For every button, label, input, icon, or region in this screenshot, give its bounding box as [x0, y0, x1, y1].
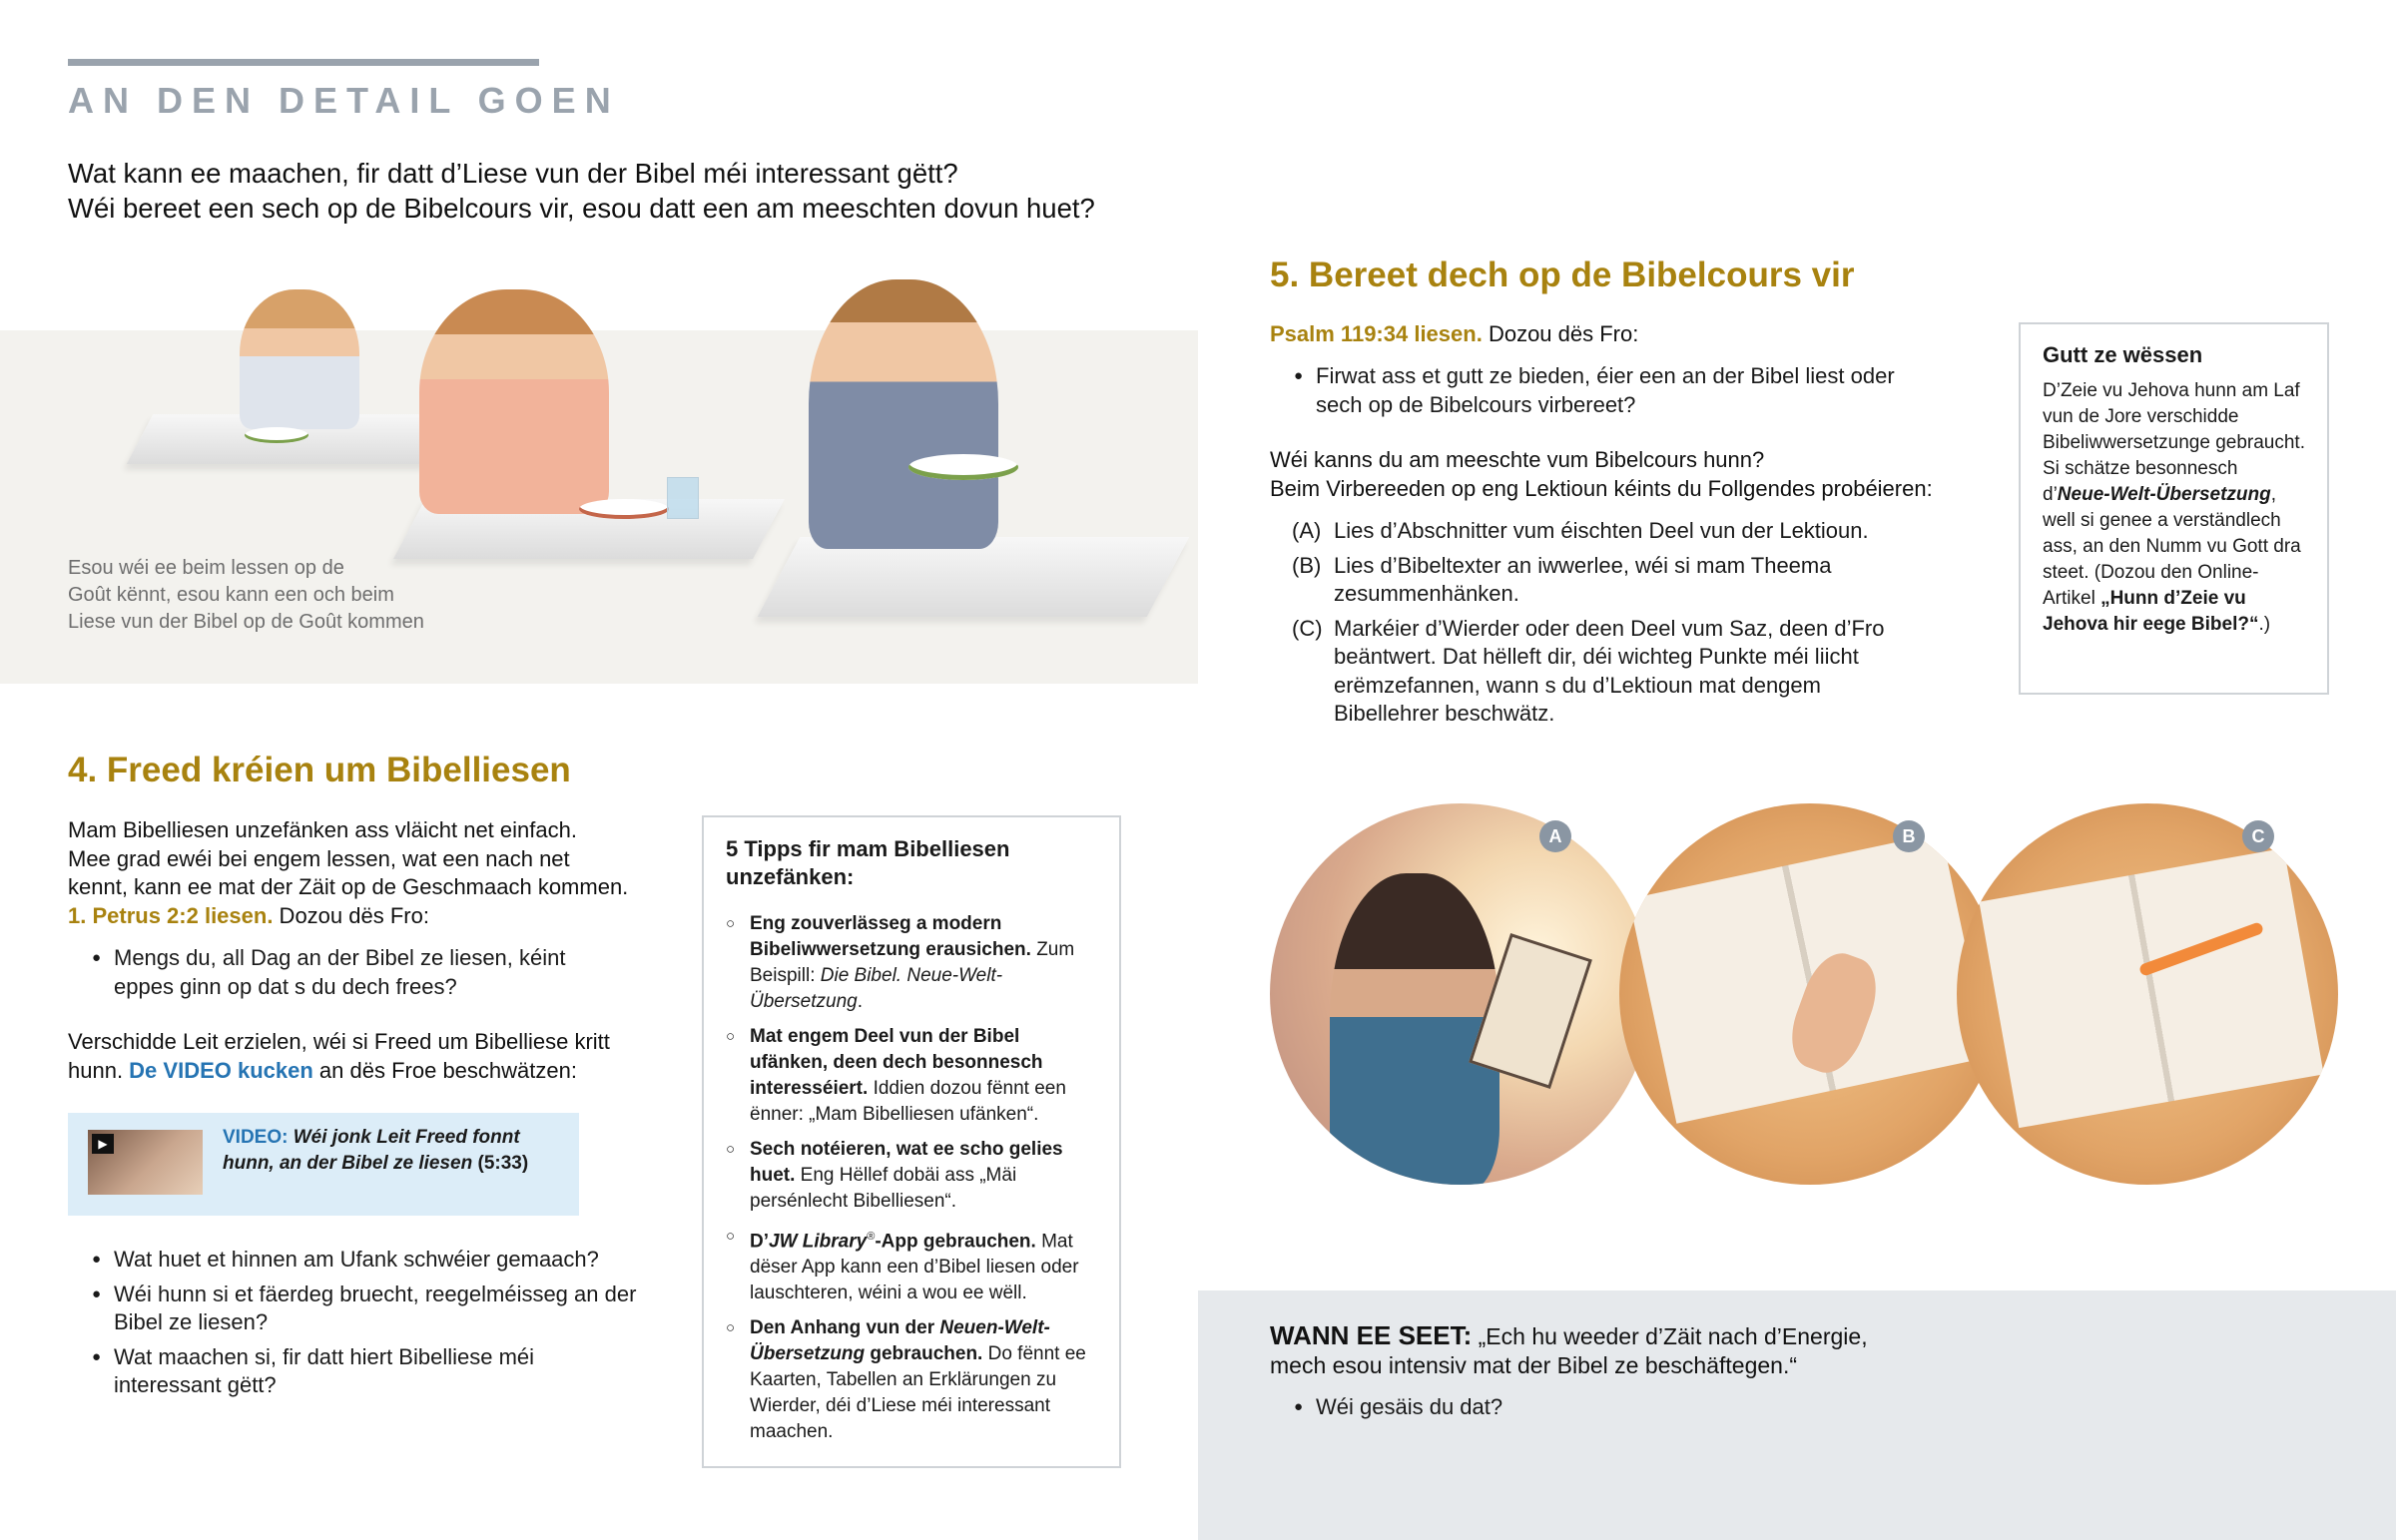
objection-question — [1270, 1393, 1909, 1428]
plate-3 — [908, 454, 1018, 480]
scripture-reference-link[interactable]: Psalm 119:34 liesen. — [1270, 321, 1483, 346]
body-line: Wéi kanns du am meeschte vum Bibelcours hunn? — [1270, 447, 1765, 472]
step-text: Lies d’Bibeltexter an iwwerlee, wéi si mam Theema zesummenhänken. — [1334, 552, 1832, 606]
tip-heading: Sech notéieren, wat ee scho gelies huet. — [750, 1139, 1063, 1186]
info-sidebar-box — [2019, 322, 2329, 695]
section-4-question — [68, 944, 607, 1007]
quote-text: „Ech hu weeder d’Zäit nach d’Energie, — [1472, 1323, 1868, 1349]
body-line: Beim Virbereeden op eng Lektioun kéints du Follgendes probéieren: — [1270, 475, 1933, 501]
info-title: Gutt ze wëssen — [2043, 342, 2203, 367]
app-name: JW Library — [769, 1231, 868, 1253]
question-item: ● Wéi hunn si et fäerdeg bruecht, reegelméisseg an der Bibel ze liesen? — [68, 1281, 647, 1337]
video-duration: (5:33) — [472, 1153, 529, 1174]
text-fragment: .) — [2258, 614, 2271, 635]
illustration-b-reading-book — [1619, 803, 2001, 1185]
illustration-a-girl-reading — [1270, 803, 1651, 1185]
caption-line: Liese vun der Bibel op de Goût kommen — [68, 611, 424, 633]
section-5-question — [1270, 362, 1909, 425]
step-item — [1270, 552, 1929, 609]
video-card[interactable] — [68, 1113, 579, 1216]
section-4-video-intro — [68, 1028, 667, 1085]
section-label: AN DEN DETAIL GOEN — [68, 80, 620, 121]
registered-mark: ® — [867, 1231, 876, 1243]
video-link[interactable]: De VIDEO kucken — [129, 1057, 313, 1083]
video-thumbnail[interactable] — [88, 1130, 203, 1195]
text-fragment: hunn. — [68, 1057, 130, 1083]
question-item: ● Wat huet et hinnen am Ufank schwéier gemaach? — [68, 1246, 647, 1275]
illustration-c-highlighting — [1957, 803, 2338, 1185]
caption-line: Goût kënnt, esou kann een och beim — [68, 584, 394, 606]
scripture-reference-link[interactable]: 1. Petrus 2:2 liesen. — [68, 902, 274, 928]
tip-heading: gebrauchen. — [865, 1343, 983, 1365]
badge-b: B — [1893, 820, 1925, 852]
badge-a: A — [1539, 820, 1571, 852]
question-item: ● Wat maachen si, fir datt hiert Bibelliese méi interessant gëtt? — [68, 1343, 647, 1400]
plate-2 — [579, 499, 669, 519]
tips-title: 5 Tipps fir mam Bibelliesen unzefänken: — [726, 836, 1010, 889]
water-glass — [667, 477, 699, 519]
step-text: Markéier d’Wierder oder deen Deel vum Saz, deen d’Fro beäntwert. Dat hëlleft dir, déi wichteg Punkte méi liicht erëmzefannen, wann s du d’Lektioun mat dengem Bibellehrer beschwätz. — [1334, 615, 1885, 726]
step-text: Lies d’Abschnitter vum éischten Deel vun der Lektioun. — [1334, 518, 1869, 543]
tips-box — [702, 815, 1121, 1468]
tip-text: Do fënnt ee Kaarten, Tabellen an Erklärungen zu Wierder, déi d’Liese méi interessant maachen. — [750, 1343, 1086, 1443]
video-label: VIDEO: — [223, 1127, 289, 1148]
body-line: Mee grad ewéi bei engem lessen, wat een nach net — [68, 845, 570, 871]
table-3 — [758, 537, 1190, 617]
question-item: ● Mengs du, all Dag an der Bibel ze liesen, kéint eppes ginn op dat s du dech frees? — [68, 944, 607, 1001]
objection-label: WANN EE SEET: — [1270, 1320, 1473, 1350]
tip-heading: -App gebrauchen. — [875, 1231, 1036, 1253]
section-5-body — [1270, 446, 1989, 503]
section-5-heading: 5. Bereet dech op de Bibelcours vir — [1270, 256, 1855, 294]
step-marker: (C) — [1292, 615, 1323, 641]
text-fragment: an dës Froe beschwätzen: — [312, 1057, 577, 1083]
body-line: kennt, kann ee mat der Zäit op de Geschmaach kommen. — [68, 874, 629, 899]
objection-quote — [1270, 1321, 1969, 1380]
quote-line: mech esou intensiv mat der Bibel ze beschäftegen.“ — [1270, 1352, 1798, 1378]
scripture-prompt-text: Dozou dës Fro: — [273, 902, 429, 928]
intro-questions — [68, 156, 1095, 226]
tip-heading: Den Anhang vun der — [750, 1317, 940, 1339]
tip-item — [726, 1315, 1097, 1445]
body-line: Mam Bibelliesen unzefänken ass vläicht net einfach. — [68, 817, 577, 842]
preparation-steps — [1270, 517, 1929, 735]
tip-heading: D’ — [750, 1231, 769, 1253]
tip-text: Eng Hëllef dobäi ass „Mäi persénlecht Bibelliesen“. — [750, 1165, 1017, 1212]
discussion-questions — [68, 1246, 647, 1406]
quote-line — [1270, 1321, 1969, 1351]
header-rule — [68, 59, 539, 66]
tip-item — [726, 911, 1097, 1015]
badge-c: C — [2242, 820, 2274, 852]
plate-1 — [245, 427, 308, 443]
tip-book-title: Neuen-Welt-Übersetzung — [750, 1317, 1050, 1365]
tip-text: Iddien dozou fënnt een ënner: „Mam Bibelliesen ufänken“. — [750, 1078, 1066, 1125]
bible-title: Neue-Welt-Übersetzung — [2057, 484, 2271, 505]
video-title: Wéi jonk Leit Freed fonnt hunn, an der Bibel ze liesen — [223, 1127, 520, 1174]
scripture-prompt: Dozou dës Fro: — [1482, 321, 1639, 346]
tip-heading: Mat engem Deel vun der Bibel ufänken, deen dech besonnesch interesséiert. — [750, 1026, 1043, 1099]
illustration-caption — [68, 555, 424, 636]
tip-item — [726, 1224, 1097, 1306]
intro-question-2: Wéi bereet een sech op de Bibelcours vir, esou datt een am meeschten dovun huet? — [68, 193, 1095, 224]
step-marker: (A) — [1292, 518, 1322, 543]
tips-list — [726, 911, 1097, 1445]
play-icon[interactable]: ▶ — [92, 1134, 114, 1154]
scripture-line — [68, 902, 667, 931]
tip-text: Zum Beispill: — [750, 939, 1075, 986]
section-4-body — [68, 816, 667, 930]
info-text — [2043, 378, 2305, 638]
tip-heading: Eng zouverlässeg a modern Bibeliwwersetzung erausichen. — [750, 913, 1031, 960]
tip-text: . — [857, 991, 864, 1012]
section-5-scripture — [1270, 320, 1638, 349]
body-line: Verschidde Leit erzielen, wéi si Freed um Bibelliese kritt — [68, 1029, 610, 1054]
step-item — [1270, 615, 1929, 729]
boy-2-figure — [419, 289, 609, 514]
text-fragment: , well si genee a verständlech ass, an den Numm vu Gott dra steet. (Dozou den Online-Artikel — [2043, 484, 2301, 609]
caption-line: Esou wéi ee beim lessen op de — [68, 557, 344, 579]
tip-item — [726, 1137, 1097, 1215]
tip-text: Mat dëser App kann een d’Bibel liesen oder lauschteren, wéini a wou ee wëll. — [750, 1231, 1079, 1304]
question-item: ● Firwat ass et gutt ze bieden, éier een an der Bibel liest oder sech op de Bibelcours virbereet? — [1270, 362, 1909, 419]
video-caption[interactable] — [223, 1125, 562, 1177]
question-item: ● Wéi gesäis du dat? — [1270, 1393, 1909, 1422]
step-item — [1270, 517, 1929, 546]
open-book — [1979, 848, 2323, 1128]
tip-item — [726, 1024, 1097, 1128]
intro-question-1: Wat kann ee maachen, fir datt d’Liese vun der Bibel méi interessant gëtt? — [68, 158, 958, 189]
girl-figure — [1330, 873, 1499, 1185]
text-fragment: D’Zeie vu Jehova hunn am Laf vun de Jore verschidde Bibeliwwersetzunge gebraucht. Si schätze besonnesch d’ — [2043, 380, 2305, 505]
online-article-link[interactable]: „Hunn d’Zeie vu Jehova hir eege Bibel?“ — [2043, 588, 2259, 635]
boy-3-figure — [809, 279, 998, 549]
tip-book-title: Die Bibel. Neue-Welt-Übersetzung — [750, 965, 1003, 1012]
step-marker: (B) — [1292, 552, 1322, 578]
boy-1-figure — [240, 289, 359, 429]
section-4-heading: 4. Freed kréien um Bibelliesen — [68, 751, 571, 789]
body-line — [68, 1057, 667, 1086]
